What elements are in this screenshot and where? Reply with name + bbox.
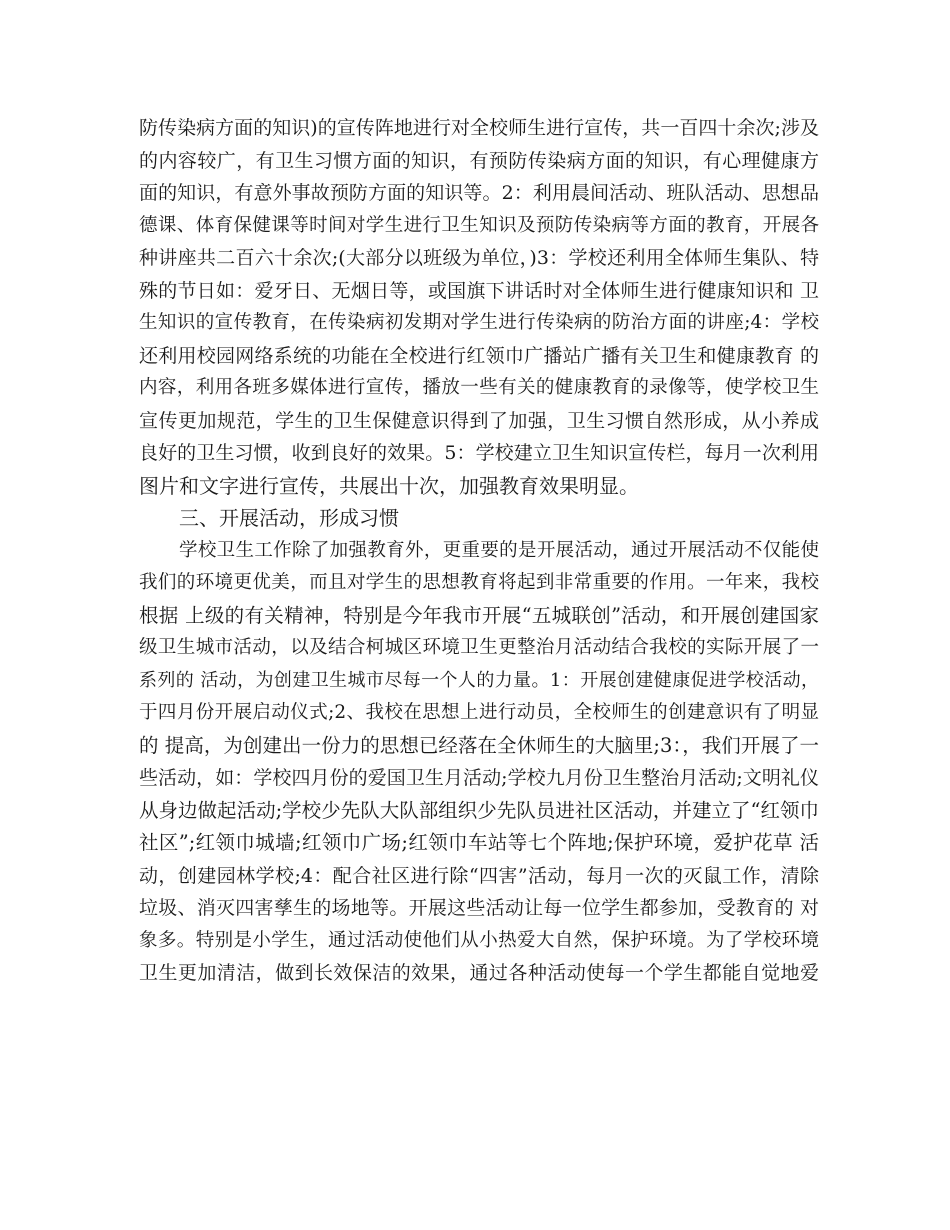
paragraph-line: 从身边做起活动;学校少先队大队部组织少先队员进社区活动，并建立了“红领巾 <box>139 798 819 822</box>
paragraph-line: 学校卫生工作除了加强教育外，更重要的是开展活动，通过开展活动不仅能使 <box>179 539 819 561</box>
paragraph-line: 生知识的宣传教育，在传染病初发期对学生进行传染病的防治方面的讲座;4：学校 <box>139 312 819 333</box>
paragraph-line: 种讲座共二百六十余次;(大部分以班级为单位，)3：学校还利用全体师生集队、特 <box>139 247 819 269</box>
paragraph-line: 社区”;红领巾城墙;红领巾广场;红领巾车站等七个阵地;保护环境，爱护花草 活 <box>139 831 819 854</box>
paragraph-line: 德课、体育保健课等时间对学生进行卫生知识及预防传染病等方面的教育，开展各 <box>139 214 819 236</box>
paragraph-line: 动，创建园林学校;4：配合社区进行除“四害”活动，每月一次的灭鼠工作，清除 <box>139 864 819 887</box>
paragraph-line: 些活动，如：学校四月份的爱国卫生月活动;学校九月份卫生整治月活动;文明礼仪 <box>139 767 819 789</box>
paragraph-line: 防传染病方面的知识)的宣传阵地进行对全校师生进行宣传，共一百四十余次;涉及 <box>139 117 819 139</box>
paragraph-line: 内容，利用各班多媒体进行宣传，播放一些有关的健康教育的录像等，使学校卫生 <box>139 377 819 398</box>
paragraph-line: 于四月份开展启动仪式;2、我校在思想上进行动员，全校师生的创建意识有了明显 <box>139 702 819 723</box>
paragraph-line: 象多。特别是小学生，通过活动使他们从小热爱大自然，保护环境。为了学校环境 <box>139 929 819 951</box>
document-body <box>139 112 819 990</box>
paragraph-line: 面的知识，有意外事故预防方面的知识等。2：利用晨间活动、班队活动、思想品 <box>139 182 819 204</box>
paragraph-line: 殊的节日如：爱牙日、无烟日等，或国旗下讲话时对全体师生进行健康知识和 卫 <box>139 279 819 302</box>
paragraph-line: 垃圾、消灭四害孳生的场地等。开展这些活动让每一位学生都参加，受教育的 对 <box>139 897 819 919</box>
paragraph-line: 我们的环境更优美，而且对学生的思想教育将起到非常重要的作用。一年来，我校 <box>139 572 819 593</box>
paragraph-line: 良好的卫生习惯，收到良好的效果。5：学校建立卫生知识宣传栏，每月一次利用 <box>139 442 819 464</box>
paragraph-line: 系列的 活动，为创建卫生城市尽每一个人的力量。1：开展创建健康促进学校活动， <box>139 669 819 691</box>
paragraph-line: 图片和文字进行宣传，共展出十次，加强教育效果明显。 <box>139 473 639 498</box>
paragraph-line: 的 提高，为创建出一份力的思想已经落在全休师生的大脑里;3：，我们开展了一 <box>139 733 819 757</box>
paragraph-line: 卫生更加清洁，做到长效保洁的效果，通过各种活动使每一个学生都能自觉地爱 <box>139 962 819 984</box>
paragraph-line: 根据 上级的有关精神，特别是今年我市开展“五城联创”活动，和开展创建国家 <box>139 603 819 627</box>
paragraph-line: 的内容较广，有卫生习惯方面的知识，有预防传染病方面的知识，有心理健康方 <box>139 149 819 172</box>
paragraph-line: 还利用校园网络系统的功能在全校进行红领巾广播站广播有关卫生和健康教育 的 <box>139 344 819 367</box>
paragraph-line: 级卫生城市活动，以及结合柯城区环境卫生更整治月活动结合我校的实际开展了一 <box>139 637 819 658</box>
paragraph-line: 宣传更加规范，学生的卫生保健意识得到了加强，卫生习惯自然形成，从小养成 <box>139 409 819 432</box>
section-heading: 三、开展活动，形成习惯 <box>179 506 399 530</box>
